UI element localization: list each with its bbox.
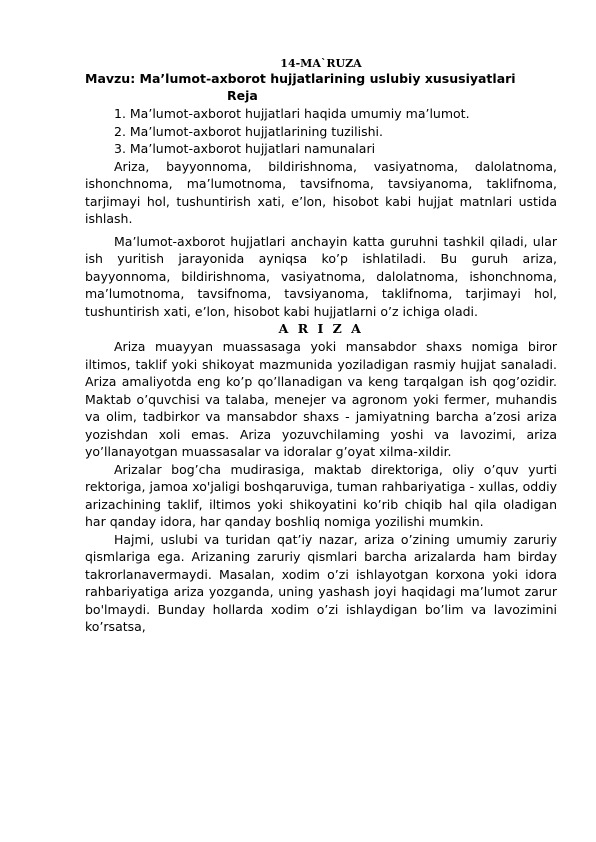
section-paragraph-2: Arizalar bog’cha mudirasiga, maktab direktoriga, oliy o’quv yurti rektoriga, jamoa xo'jaligi boshqaruviga, tuman rahbariyatiga - xullas, oddiy arizachining taklif, iltimos yoki shikoyatini ko’rib chiqib hal qila oladigan har qanday idora, har qanday boshliq nomiga yozilishi mumkin. (85, 461, 557, 529)
section-paragraph-1: Ariza muayyan muassasaga yoki mansabdor shaxs nomiga biror iltimos, taklif yoki shikoyat mazmunida yoziladigan rasmiy hujjat sanaladi. Ariza amaliyotda eng ko’p qo’llanadigan va keng tarqalgan ish qog’ozidir. Maktab o’quvchisi va talaba, menejer va agronom yoki fermer, muhandis va olim, tadbirkor va mansabdor shaxs - jamiyatning barcha a’zosi ariza yozishdan xoli emas. Ariza yozuvchilaming yoshi va lavozimi, ariza yo’llanayotgan muassasalar va idoralar g’oyat xilma-xildir. (85, 339, 557, 459)
plan-title: Reja (227, 88, 258, 103)
document-page (85, 57, 557, 636)
topic-heading: Mavzu: Ma’lumot-axborot hujjatlarining uslubiy xususiyatlari (85, 71, 516, 86)
plan-item-2: 2. Ma’lumot-axborot hujjatlarining tuzilishi. (114, 123, 383, 139)
section-paragraph-3: Hajmi, uslubi va turidan qat’iy nazar, ariza o’zining umumiy zaruriy qismlariga ega. Arizaning zaruriy qismlari barcha arizalarda ham birday takrorlanavermaydi. Masalan, xodim o’zi ishlayotgan korxona yoki idora rahbariyatiga ariza yozganda, uning yashash joyi haqidagi ma’lumot zarur bo'lmaydi. Bunday hollarda xodim o’zi ishlaydigan bo’lim va lavozimini ko’rsatsa, (85, 531, 557, 634)
intro-paragraph-2: Ma’lumot-axborot hujjatlari anchayin katta guruhni tashkil qiladi, ular ish yuritish jarayonida ayniqsa ko’p ishlatiladi. Bu guruh ariza, bayyonnoma, bildirishnoma, vasiyatnoma, dalolatnoma, ishonchnoma, ma’lumotnoma, tavsifnoma, tavsiyanoma, taklifnoma, tarjimayi hol, tushuntirish xati, e’lon, hisobot kabi hujjatlarni o’z ichiga oladi. (85, 233, 557, 319)
section-title: A R I Z A (278, 321, 364, 336)
plan-item-3: 3. Ma’lumot-axborot hujjatlari namunalari (114, 141, 376, 156)
plan-item-1: 1. Ma’lumot-axborot hujjatlari haqida umumiy ma’lumot. (114, 106, 470, 121)
lecture-number: 14-MA`RUZA (280, 57, 362, 70)
intro-paragraph-1: Ariza, bayyonnoma, bildirishnoma, vasiyatnoma, dalolatnoma, ishonchnoma, ma’lumotnoma, tavsifnoma, tavsiyanoma, taklifnoma, tarjimayi hol, tushuntirish xati, e’lon, hisobot kabi hujjat matnlari ustida ishlash. (85, 158, 557, 226)
